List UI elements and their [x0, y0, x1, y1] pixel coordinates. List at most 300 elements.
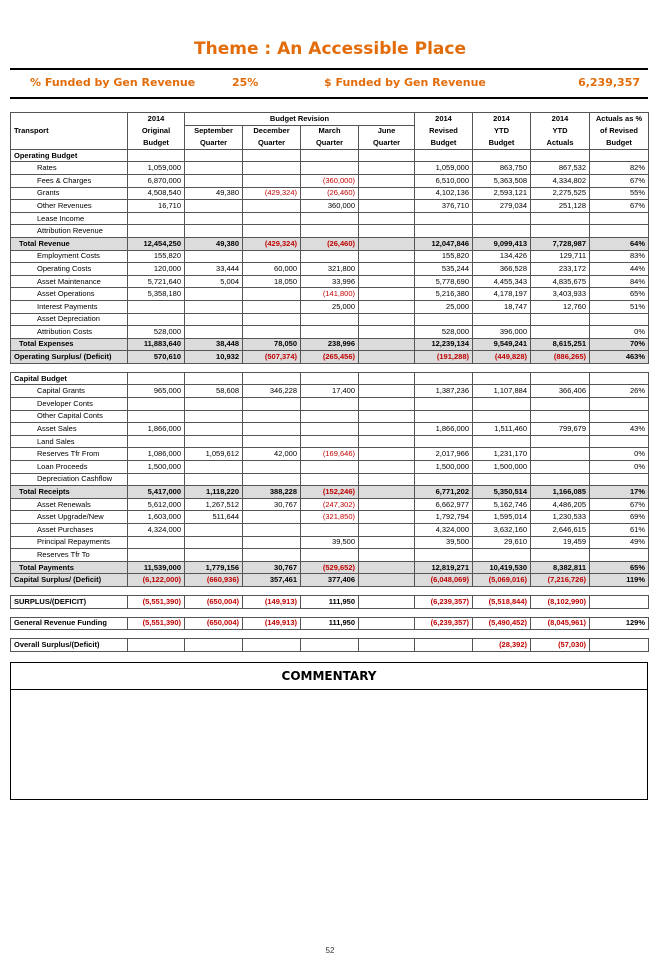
value-cell: 33,996 [301, 275, 359, 288]
row-label: Total Expenses [11, 338, 128, 351]
value-cell [531, 448, 590, 461]
value-cell: 1,387,236 [415, 385, 473, 398]
value-cell: 5,004 [185, 275, 243, 288]
row-label: Employment Costs [11, 250, 128, 263]
value-cell [185, 300, 243, 313]
value-cell [590, 549, 649, 562]
row-label: Grants [11, 187, 128, 200]
value-cell: 1,866,000 [415, 423, 473, 436]
value-cell: 799,679 [531, 423, 590, 436]
value-cell [301, 524, 359, 537]
line-item-row [11, 549, 649, 562]
value-cell [185, 549, 243, 562]
row-label: Asset Maintenance [11, 275, 128, 288]
value-cell [301, 398, 359, 411]
value-cell [185, 326, 243, 339]
value-cell: 78,050 [243, 338, 301, 351]
value-cell: 30,767 [243, 498, 301, 511]
value-cell: 6,662,977 [415, 498, 473, 511]
line-item-row [11, 288, 649, 301]
row-label: Interest Payments [11, 300, 128, 313]
value-cell: 1,595,014 [473, 511, 531, 524]
value-cell [531, 225, 590, 238]
header-cell: of Revised [590, 125, 649, 137]
value-cell: 1,267,512 [185, 498, 243, 511]
value-cell [359, 351, 415, 364]
total-row [11, 338, 649, 351]
value-cell [359, 288, 415, 301]
spacer-cell [11, 608, 649, 617]
value-cell: 12,047,846 [415, 237, 473, 250]
value-cell: 67% [590, 200, 649, 213]
value-cell [185, 473, 243, 486]
value-cell: 129% [590, 617, 649, 630]
value-cell [301, 410, 359, 423]
header-cell: Quarter [359, 137, 415, 149]
value-cell: 357,461 [243, 574, 301, 587]
value-cell: 10,932 [185, 351, 243, 364]
value-cell [531, 435, 590, 448]
value-cell: 1,500,000 [473, 461, 531, 474]
value-cell: 1,059,612 [185, 448, 243, 461]
value-cell: (6,239,357) [415, 617, 473, 630]
value-cell: 396,000 [473, 326, 531, 339]
value-cell [359, 511, 415, 524]
header-cell [11, 113, 128, 126]
bold-row [11, 639, 649, 652]
value-cell: 119% [590, 574, 649, 587]
value-cell: 155,820 [415, 250, 473, 263]
value-cell [128, 313, 185, 326]
value-cell [301, 326, 359, 339]
value-cell: 39,500 [415, 536, 473, 549]
row-label: Capital Surplus/ (Deficit) [11, 574, 128, 587]
value-cell: 1,511,460 [473, 423, 531, 436]
value-cell [185, 174, 243, 187]
value-cell [473, 435, 531, 448]
total-row [11, 561, 649, 574]
section-row [11, 149, 649, 162]
pct-funded-label: % Funded by Gen Revenue [30, 76, 196, 89]
value-cell: 238,996 [301, 338, 359, 351]
line-item-row [11, 225, 649, 238]
value-cell [473, 149, 531, 162]
value-cell: 18,050 [243, 275, 301, 288]
value-cell [301, 639, 359, 652]
value-cell: 49,380 [185, 237, 243, 250]
row-label: Overall Surplus/(Deficit) [11, 639, 128, 652]
value-cell [128, 300, 185, 313]
value-cell [359, 435, 415, 448]
header-cell: Quarter [301, 137, 359, 149]
value-cell [301, 313, 359, 326]
value-cell [243, 473, 301, 486]
row-label: General Revenue Funding [11, 617, 128, 630]
value-cell: 4,508,540 [128, 187, 185, 200]
line-item-row [11, 187, 649, 200]
value-cell [359, 448, 415, 461]
value-cell [128, 639, 185, 652]
value-cell [359, 498, 415, 511]
value-cell [359, 461, 415, 474]
spacer-cell [11, 363, 649, 372]
value-cell: (507,374) [243, 351, 301, 364]
spacer-row [11, 608, 649, 617]
value-cell: (26,460) [301, 187, 359, 200]
value-cell [531, 149, 590, 162]
value-cell: 1,059,000 [415, 162, 473, 175]
value-cell: (141,800) [301, 288, 359, 301]
value-cell: 51% [590, 300, 649, 313]
value-cell [301, 212, 359, 225]
value-cell: 38,448 [185, 338, 243, 351]
header-cell: Budget Revision [185, 113, 415, 126]
row-label: Fees & Charges [11, 174, 128, 187]
line-item-row [11, 326, 649, 339]
value-cell [473, 398, 531, 411]
header-cell: Budget [473, 137, 531, 149]
total0-row [11, 574, 649, 587]
header-cell: Revised [415, 125, 473, 137]
value-cell: 60,000 [243, 263, 301, 276]
row-label: Other Revenues [11, 200, 128, 213]
row-label: Attribution Costs [11, 326, 128, 339]
header-row-2 [11, 125, 649, 137]
value-cell: (5,551,390) [128, 617, 185, 630]
value-cell: 134,426 [473, 250, 531, 263]
value-cell [185, 372, 243, 385]
value-cell: 2,275,525 [531, 187, 590, 200]
value-cell: (152,246) [301, 486, 359, 499]
value-cell [473, 212, 531, 225]
value-cell [243, 174, 301, 187]
value-cell [185, 524, 243, 537]
header-cell [11, 137, 128, 149]
line-item-row [11, 435, 649, 448]
value-cell [590, 225, 649, 238]
header-row-1 [11, 113, 649, 126]
value-cell: 111,950 [301, 595, 359, 608]
value-cell: 5,162,746 [473, 498, 531, 511]
value-cell: 528,000 [128, 326, 185, 339]
value-cell: 5,778,690 [415, 275, 473, 288]
header-cell: Budget [415, 137, 473, 149]
value-cell: 67% [590, 174, 649, 187]
value-cell: 511,644 [185, 511, 243, 524]
value-cell: 84% [590, 275, 649, 288]
value-cell: 1,059,000 [128, 162, 185, 175]
value-cell: 376,710 [415, 200, 473, 213]
total0-row [11, 351, 649, 364]
value-cell [359, 372, 415, 385]
value-cell [415, 212, 473, 225]
value-cell [128, 225, 185, 238]
value-cell [359, 313, 415, 326]
value-cell [531, 372, 590, 385]
value-cell: 0% [590, 326, 649, 339]
value-cell [359, 275, 415, 288]
value-cell: (28,392) [473, 639, 531, 652]
value-cell: (149,913) [243, 617, 301, 630]
total-row [11, 486, 649, 499]
row-label: Operating Surplus/ (Deficit) [11, 351, 128, 364]
header-cell: YTD [473, 125, 531, 137]
header-cell: 2014 [415, 113, 473, 126]
value-cell [415, 398, 473, 411]
value-cell [590, 398, 649, 411]
value-cell: 9,549,241 [473, 338, 531, 351]
value-cell [243, 423, 301, 436]
value-cell [359, 486, 415, 499]
value-cell: (429,324) [243, 237, 301, 250]
value-cell: 65% [590, 288, 649, 301]
value-cell: 1,603,000 [128, 511, 185, 524]
page-title: Theme : An Accessible Place [194, 39, 466, 59]
value-cell: 58,608 [185, 385, 243, 398]
value-cell [359, 225, 415, 238]
total-row [11, 237, 649, 250]
value-cell [531, 410, 590, 423]
value-cell [243, 461, 301, 474]
value-cell [185, 410, 243, 423]
value-cell [415, 149, 473, 162]
value-cell: 9,099,413 [473, 237, 531, 250]
value-cell [185, 639, 243, 652]
value-cell [243, 639, 301, 652]
value-cell: (149,913) [243, 595, 301, 608]
value-cell: 18,747 [473, 300, 531, 313]
header-cell: 2014 [128, 113, 185, 126]
value-cell: 867,532 [531, 162, 590, 175]
value-cell [243, 300, 301, 313]
line-item-row [11, 385, 649, 398]
value-cell [301, 372, 359, 385]
value-cell [415, 435, 473, 448]
line-item-row [11, 250, 649, 263]
value-cell [301, 423, 359, 436]
value-cell: (7,216,726) [531, 574, 590, 587]
value-cell: 366,528 [473, 263, 531, 276]
value-cell [531, 212, 590, 225]
value-cell: 528,000 [415, 326, 473, 339]
row-label: Lease Income [11, 212, 128, 225]
value-cell: (449,828) [473, 351, 531, 364]
row-label: Total Receipts [11, 486, 128, 499]
value-cell [590, 149, 649, 162]
value-cell [185, 149, 243, 162]
commentary-box [10, 662, 648, 800]
value-cell: 120,000 [128, 263, 185, 276]
row-label: Total Payments [11, 561, 128, 574]
value-cell [473, 410, 531, 423]
value-cell: 5,350,514 [473, 486, 531, 499]
value-cell: 26% [590, 385, 649, 398]
value-cell: 8,615,251 [531, 338, 590, 351]
value-cell: 1,792,794 [415, 511, 473, 524]
value-cell [590, 639, 649, 652]
value-cell: 55% [590, 187, 649, 200]
value-cell: 4,178,197 [473, 288, 531, 301]
value-cell: (247,302) [301, 498, 359, 511]
value-cell [243, 288, 301, 301]
value-cell [185, 250, 243, 263]
value-cell [473, 372, 531, 385]
value-cell [359, 200, 415, 213]
value-cell [185, 435, 243, 448]
value-cell: 3,632,160 [473, 524, 531, 537]
value-cell: (650,004) [185, 595, 243, 608]
value-cell: (8,045,961) [531, 617, 590, 630]
value-cell [359, 574, 415, 587]
value-cell [128, 398, 185, 411]
value-cell [359, 595, 415, 608]
value-cell: 11,883,640 [128, 338, 185, 351]
value-cell [590, 473, 649, 486]
spacer-cell [11, 630, 649, 639]
value-cell [243, 536, 301, 549]
header-cell: Transport [11, 125, 128, 137]
value-cell: 321,800 [301, 263, 359, 276]
value-cell [359, 174, 415, 187]
value-cell: (191,288) [415, 351, 473, 364]
line-item-row [11, 536, 649, 549]
value-cell: 4,835,675 [531, 275, 590, 288]
value-cell [359, 398, 415, 411]
value-cell [531, 549, 590, 562]
value-cell [359, 639, 415, 652]
value-cell [128, 536, 185, 549]
value-cell: 2,646,615 [531, 524, 590, 537]
value-cell: 3,403,933 [531, 288, 590, 301]
value-cell [301, 162, 359, 175]
line-item-row [11, 263, 649, 276]
value-cell [128, 372, 185, 385]
value-cell: (660,936) [185, 574, 243, 587]
line-item-row [11, 162, 649, 175]
value-cell: 1,086,000 [128, 448, 185, 461]
row-label: Principal Repayments [11, 536, 128, 549]
header-cell: 2014 [531, 113, 590, 126]
value-cell: 44% [590, 263, 649, 276]
value-cell: 346,228 [243, 385, 301, 398]
value-cell [473, 225, 531, 238]
value-cell [359, 524, 415, 537]
row-label: Asset Depreciation [11, 313, 128, 326]
value-cell: 129,711 [531, 250, 590, 263]
value-cell [185, 536, 243, 549]
line-item-row [11, 300, 649, 313]
value-cell [531, 398, 590, 411]
value-cell: 4,324,000 [415, 524, 473, 537]
pct-funded-value: 25% [232, 76, 259, 89]
value-cell: 33,444 [185, 263, 243, 276]
value-cell [590, 212, 649, 225]
value-cell [415, 313, 473, 326]
header-row-3 [11, 137, 649, 149]
bold-row [11, 595, 649, 608]
bold-row [11, 617, 649, 630]
row-label: Other Capital Conts [11, 410, 128, 423]
line-item-row [11, 275, 649, 288]
value-cell: 65% [590, 561, 649, 574]
value-cell [415, 410, 473, 423]
row-label: SURPLUS/(DEFICIT) [11, 595, 128, 608]
header-cell: Quarter [243, 137, 301, 149]
value-cell: 4,102,136 [415, 187, 473, 200]
value-cell [473, 549, 531, 562]
value-cell [301, 461, 359, 474]
value-cell [531, 461, 590, 474]
value-cell: 25,000 [301, 300, 359, 313]
value-cell: 570,610 [128, 351, 185, 364]
value-cell [243, 225, 301, 238]
value-cell [128, 549, 185, 562]
value-cell [359, 149, 415, 162]
value-cell [185, 200, 243, 213]
value-cell [359, 250, 415, 263]
value-cell: 5,721,640 [128, 275, 185, 288]
value-cell: (26,460) [301, 237, 359, 250]
value-cell: 67% [590, 498, 649, 511]
value-cell: 965,000 [128, 385, 185, 398]
value-cell [473, 473, 531, 486]
header-cell: Budget [128, 137, 185, 149]
line-item-row [11, 461, 649, 474]
value-cell: 39,500 [301, 536, 359, 549]
row-label: Asset Sales [11, 423, 128, 436]
value-cell [243, 149, 301, 162]
value-cell [185, 461, 243, 474]
value-cell: 388,228 [243, 486, 301, 499]
header-cell: YTD [531, 125, 590, 137]
value-cell [185, 398, 243, 411]
value-cell [415, 473, 473, 486]
value-cell: 1,166,085 [531, 486, 590, 499]
row-label: Rates [11, 162, 128, 175]
value-cell: 7,728,987 [531, 237, 590, 250]
row-label: Reserves Tfr From [11, 448, 128, 461]
line-item-row [11, 511, 649, 524]
value-cell: 1,230,533 [531, 511, 590, 524]
row-label: Asset Upgrade/New [11, 511, 128, 524]
value-cell: 25,000 [415, 300, 473, 313]
line-item-row [11, 448, 649, 461]
value-cell [415, 372, 473, 385]
row-label: Total Revenue [11, 237, 128, 250]
header-cell: December [243, 125, 301, 137]
value-cell: (650,004) [185, 617, 243, 630]
spacer-row [11, 630, 649, 639]
value-cell [359, 162, 415, 175]
value-cell: 64% [590, 237, 649, 250]
value-cell [415, 549, 473, 562]
value-cell: 1,500,000 [415, 461, 473, 474]
value-cell [243, 372, 301, 385]
value-cell: 43% [590, 423, 649, 436]
value-cell: 12,239,134 [415, 338, 473, 351]
value-cell: (429,324) [243, 187, 301, 200]
value-cell: 12,819,271 [415, 561, 473, 574]
header-cell: 2014 [473, 113, 531, 126]
value-cell [128, 435, 185, 448]
value-cell: 4,486,205 [531, 498, 590, 511]
header-cell: Quarter [185, 137, 243, 149]
line-item-row [11, 212, 649, 225]
value-cell [128, 212, 185, 225]
header-cell: Original [128, 125, 185, 137]
value-cell [128, 410, 185, 423]
value-cell [301, 149, 359, 162]
